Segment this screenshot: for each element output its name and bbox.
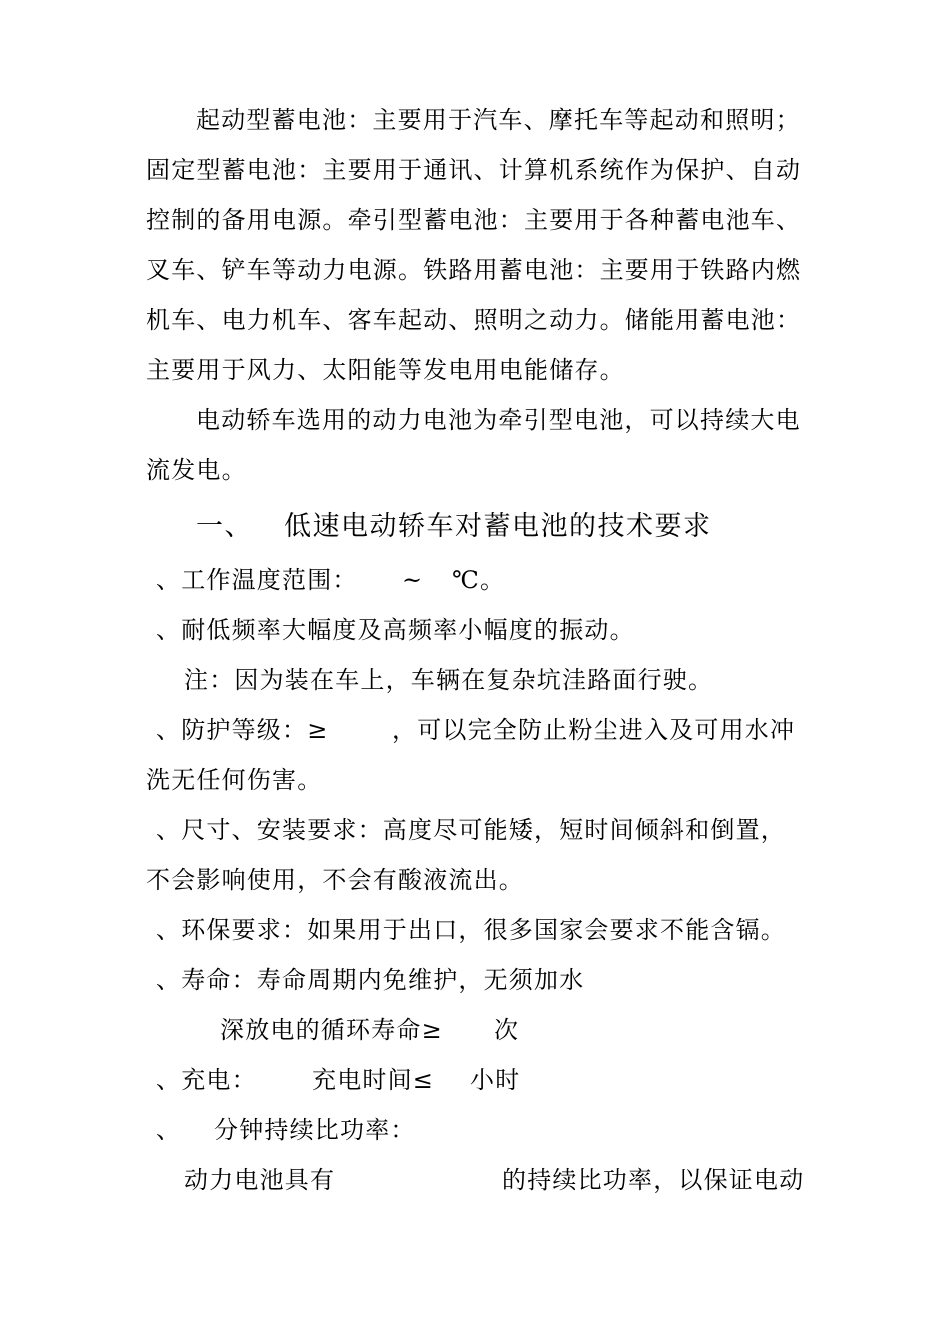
paragraph2-line-2: 流发电。 — [146, 456, 247, 484]
section-heading-title: 低速电动轿车对蓄电池的技术要求 — [284, 511, 712, 542]
req-vibration: 、耐低频率大幅度及高频率小幅度的振动。 — [156, 616, 635, 644]
req-protection-label: 、防护等级：≥ — [156, 716, 329, 744]
section-heading-number: 一、 — [196, 511, 253, 542]
req-temperature-tilde: ~ — [402, 566, 424, 594]
req-power-line-2-end: 的持续比功率，以保证电动 — [502, 1166, 805, 1194]
req-protection-line-2: 洗无任何伤害。 — [146, 766, 323, 794]
req-power-label-prefix: 、 — [156, 1116, 182, 1144]
paragraph1-line-5: 机车、电力机车、客车起动、照明之动力。储能用蓄电池： — [146, 306, 802, 334]
req-charge-label: 、充电： — [156, 1066, 257, 1094]
req-charge-time-label: 充电时间≤ — [312, 1066, 435, 1094]
req-life-line-1: 、寿命：寿命周期内免维护，无须加水 — [156, 966, 585, 994]
req-power-line-2-start: 动力电池具有 — [184, 1166, 336, 1194]
req-life-cycle-unit: 次 — [494, 1016, 520, 1044]
paragraph1-line-3: 控制的备用电源。牵引型蓄电池：主要用于各种蓄电池车、 — [146, 206, 802, 234]
req-temperature-unit: ℃。 — [452, 566, 506, 594]
req-life-cycle-label: 深放电的循环寿命≥ — [220, 1016, 443, 1044]
paragraph1-line-4: 叉车、铲车等动力电源。铁路用蓄电池：主要用于铁路内燃 — [146, 256, 802, 284]
paragraph2-line-1: 电动轿车选用的动力电池为牵引型电池，可以持续大电 — [196, 406, 801, 434]
paragraph1-line-6: 主要用于风力、太阳能等发电用电能储存。 — [146, 356, 625, 384]
paragraph1-line-2: 固定型蓄电池：主要用于通讯、计算机系统作为保护、自动 — [146, 156, 802, 184]
req-vibration-note: 注：因为装在车上，车辆在复杂坑洼路面行驶。 — [184, 666, 714, 694]
req-power-label: 分钟持续比功率： — [214, 1116, 416, 1144]
req-size-line-1: 、尺寸、安装要求：高度尽可能矮，短时间倾斜和倒置， — [156, 816, 786, 844]
req-protection-rest: ，可以完全防止粉尘进入及可用水冲 — [392, 716, 796, 744]
req-charge-time-unit: 小时 — [470, 1066, 521, 1094]
paragraph1-line-1: 起动型蓄电池：主要用于汽车、摩托车等起动和照明； — [196, 106, 801, 134]
req-temperature-label: 、工作温度范围： — [156, 566, 358, 594]
req-environment: 、环保要求：如果用于出口，很多国家会要求不能含镉。 — [156, 916, 786, 944]
req-size-line-2: 不会影响使用，不会有酸液流出。 — [146, 866, 524, 894]
